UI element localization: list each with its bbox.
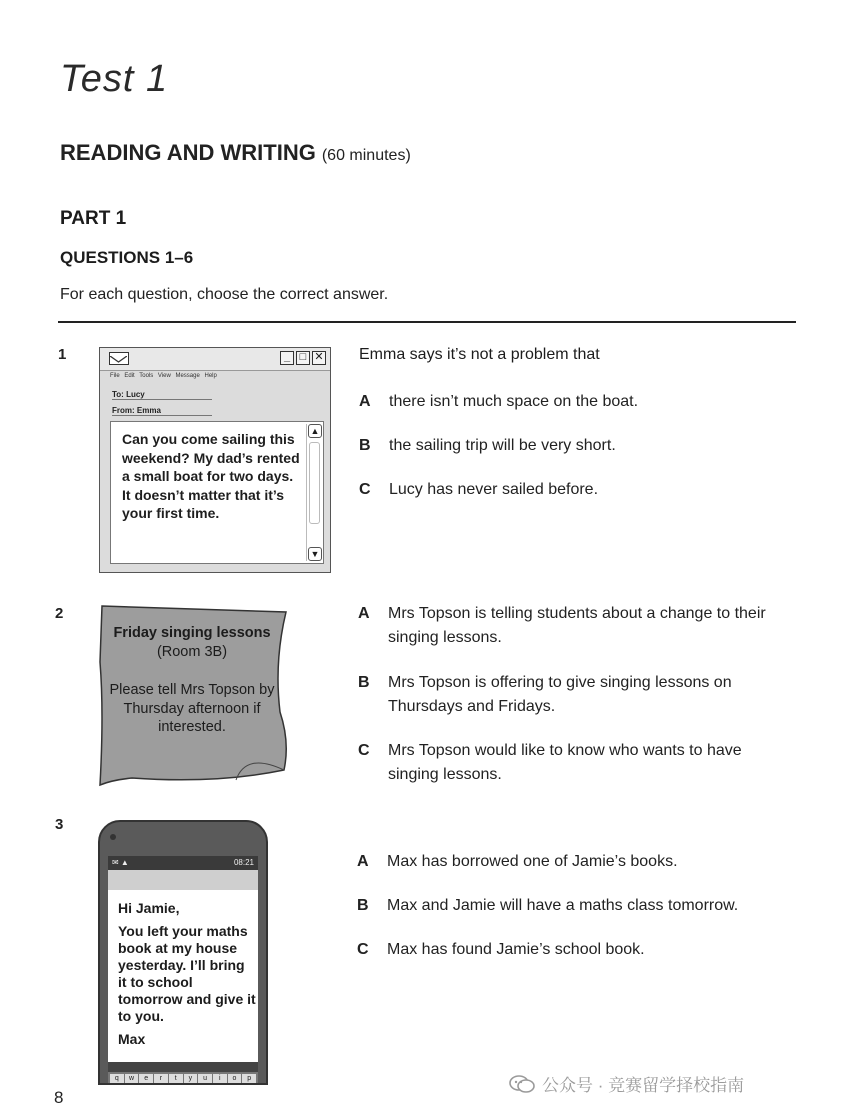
status-icons: ✉ ▲: [112, 858, 129, 867]
email-window: [99, 347, 331, 573]
option-letter: A: [358, 605, 370, 622]
option-letter: B: [357, 897, 369, 914]
phone-navbar: [108, 1062, 258, 1072]
option-letter: C: [358, 742, 370, 759]
note-text: [108, 624, 276, 737]
option-text: there isn’t much space on the boat.: [389, 393, 639, 410]
part-title: PART 1: [60, 208, 127, 229]
option-letter: C: [359, 481, 371, 498]
phone-time: 08:21: [233, 858, 254, 867]
option-text: Mrs Topson would like to know who wants to have singing lessons.: [388, 742, 742, 783]
keyboard-key: t: [169, 1074, 183, 1085]
q3-option-c: [357, 938, 797, 962]
camera-icon: [110, 834, 116, 840]
question-number-2: 2: [55, 605, 64, 622]
window-controls: [280, 351, 326, 365]
phone-screen: [108, 890, 258, 1062]
keyboard-key: u: [198, 1074, 212, 1085]
q2-option-b: [358, 671, 798, 719]
test-title: Test 1: [60, 58, 169, 100]
option-text: Max has found Jamie’s school book.: [387, 941, 645, 958]
email-from-field: From: Emma: [112, 406, 212, 416]
question-number-3: 3: [55, 816, 64, 833]
option-letter: B: [359, 437, 371, 454]
option-letter: A: [359, 393, 371, 410]
q3-option-a: [357, 850, 797, 874]
email-titlebar: [100, 348, 330, 371]
phone-status-bar: [108, 856, 258, 870]
message-header: [108, 870, 258, 890]
minimize-icon: _: [280, 351, 294, 365]
keyboard-key: o: [228, 1074, 242, 1085]
divider: [58, 321, 796, 323]
keyboard-key: e: [139, 1074, 153, 1085]
keyboard-key: p: [242, 1074, 256, 1085]
watermark-text: 公众号 · 竞赛留学择校指南: [542, 1076, 745, 1095]
option-letter: B: [358, 674, 370, 691]
phone-message: [118, 900, 256, 1054]
section-duration: (60 minutes): [321, 147, 411, 164]
phone-keyboard: [108, 1072, 258, 1085]
scroll-thumb: [309, 442, 320, 524]
option-text: Max and Jamie will have a maths class tomorrow.: [387, 897, 739, 914]
email-menubar: File Edit Tools View Message Help: [110, 373, 217, 379]
note-title: Friday singing lessons: [113, 625, 271, 641]
section-title-text: READING AND WRITING: [60, 140, 316, 165]
q1-option-c: [359, 478, 799, 502]
email-scrollbar: [306, 424, 321, 561]
email-to-field: To: Lucy: [112, 390, 212, 400]
q1-option-b: [359, 434, 799, 458]
option-letter: A: [357, 853, 369, 870]
phone-illustration: [98, 820, 268, 1085]
option-text: Max has borrowed one of Jamie’s books.: [387, 853, 678, 870]
instruction-text: For each question, choose the correct answer.: [60, 286, 389, 303]
option-letter: C: [357, 941, 369, 958]
q2-option-c: [358, 739, 798, 787]
keyboard-key: r: [154, 1074, 168, 1085]
maximize-icon: □: [296, 351, 310, 365]
wechat-icon: [508, 1074, 536, 1094]
note-body: Please tell Mrs Topson by Thursday afternoon if interested.: [109, 682, 275, 735]
question-1-prompt: Emma says it’s not a problem that: [359, 346, 600, 363]
scroll-up-icon: ▲: [308, 424, 322, 438]
q3-option-b: [357, 894, 797, 918]
option-text: Lucy has never sailed before.: [389, 481, 599, 498]
message-greeting: Hi Jamie,: [118, 900, 180, 916]
envelope-icon: [109, 352, 129, 365]
keyboard-key: q: [110, 1074, 124, 1085]
option-text: Mrs Topson is offering to give singing lessons on Thursdays and Fridays.: [388, 674, 732, 715]
keyboard-key: i: [213, 1074, 227, 1085]
email-body: [110, 421, 324, 564]
option-text: the sailing trip will be very short.: [389, 437, 616, 454]
message-signature: Max: [118, 1031, 146, 1047]
questions-title: QUESTIONS 1–6: [60, 248, 194, 267]
q1-option-a: [359, 390, 799, 414]
section-title: [60, 140, 411, 166]
email-message: Can you come sailing this weekend? My dad’s rented a small boat for two days. It doesn’t matter that it’s your first time.: [122, 431, 300, 521]
close-icon: ✕: [312, 351, 326, 365]
note-room: (Room 3B): [156, 643, 228, 660]
page-number: 8: [54, 1088, 64, 1107]
keyboard-key: y: [184, 1074, 198, 1085]
message-body: You left your maths book at my house yesterday. I’ll bring it to school tomorrow and give it to you.: [118, 923, 256, 1024]
watermark: [508, 1071, 744, 1096]
q2-option-a: [358, 602, 798, 650]
keyboard-key: w: [125, 1074, 139, 1085]
scroll-down-icon: ▼: [308, 547, 322, 561]
question-number-1: 1: [58, 346, 67, 363]
option-text: Mrs Topson is telling students about a change to their singing lessons.: [388, 605, 766, 646]
